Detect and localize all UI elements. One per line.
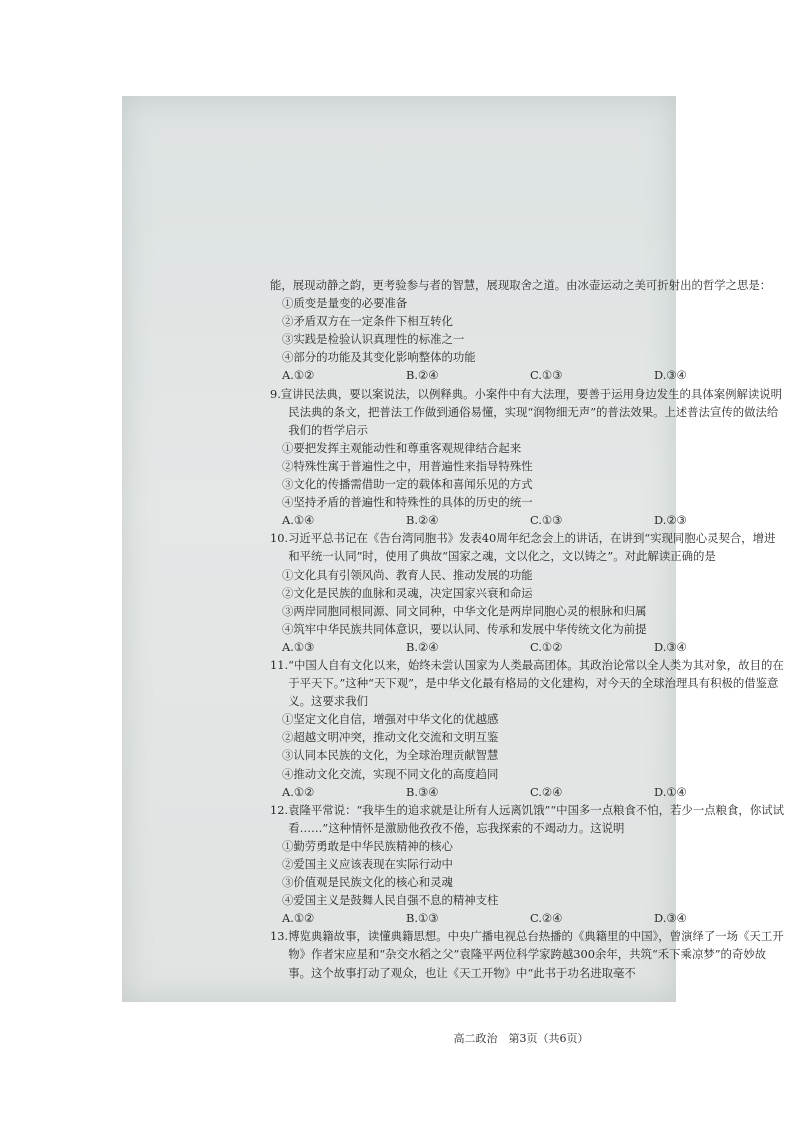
question-10: [270, 529, 786, 656]
choice: B.③④: [406, 784, 439, 799]
page-content: [270, 276, 786, 982]
choice: C.①③: [530, 513, 563, 528]
intro-text: 能，展现动静之韵，更考验参与者的智慧，展现取舍之道。由冰壶运动之美可折射出的哲学之思是：: [270, 278, 772, 292]
choice: B.②④: [406, 368, 439, 383]
option: ①质变是量变的必要准备: [282, 296, 408, 311]
choice: A.①④: [282, 513, 315, 528]
question-stem: 11.“中国人自有文化以来，始终未尝认国家为人类最高团体。其政治论常以全人类为其对象，故目的在于平天下。”这种“天下观”，是中华文化最有格局的文化建构，对今天的全球治理具有积极的借鉴意义。这要求我们: [270, 657, 784, 709]
answer-choices: [282, 909, 786, 927]
question-stem: 12.袁隆平常说：“我毕生的追求就是让所有人远离饥饿”“中国多一点粮食不怕，若少一点粮食，你试试看……”这种情怀是激励他孜孜不倦，忘我探索的不竭动力。这说明: [270, 802, 784, 835]
option: ③文化的传播需借助一定的载体和喜闻乐见的方式: [282, 477, 533, 492]
question-stem: 9.宣讲民法典，要以案说法，以例释典。小案件中有大法理，要善于运用身边发生的具体案例解读说明民法典的条文，把普法工作做到通俗易懂，实现“润物细无声”的普法效果。上述普法宣传的做法给我们的哲学启示: [270, 386, 783, 437]
option: ④坚持矛盾的普遍性和特殊性的具体的历史的统一: [282, 495, 533, 510]
choice: A.①②: [282, 911, 315, 926]
option: ④爱国主义是鼓舞人民自强不息的精神支柱: [282, 893, 499, 908]
answer-choices: [282, 366, 786, 384]
choice: C.①③: [530, 368, 563, 383]
choice: D.③④: [654, 639, 687, 654]
option: ③价值观是民族文化的核心和灵魂: [282, 875, 453, 890]
option: ②矛盾双方在一定条件下相互转化: [282, 314, 453, 329]
option: ④部分的功能及其变化影响整体的功能: [282, 350, 476, 365]
option: ②文化是民族的血脉和灵魂，决定国家兴衰和命运: [282, 585, 533, 600]
choice: B.①③: [406, 911, 439, 926]
option: ①要把发挥主观能动性和尊重客观规律结合起来: [282, 440, 522, 455]
option: ②爱国主义应该表现在实际行动中: [282, 857, 453, 871]
answer-choices: [282, 638, 786, 656]
option: ①勤劳勇敢是中华民族精神的核心: [282, 838, 453, 853]
option: ④筑牢中华民族共同体意识，要以认同、传承和发展中华传统文化为前提: [282, 621, 647, 636]
question-11: [270, 656, 786, 801]
question-9: [270, 385, 786, 530]
option: ③实践是检验认识真理性的标准之一: [282, 332, 465, 347]
answer-choices: [282, 783, 786, 801]
choice: D.①④: [654, 784, 687, 799]
question-stem: 10.习近平总书记在《告台湾同胞书》发表40周年纪念会上的讲话，在讲到“实现同胞心灵契合，增进和平统一认同”时，使用了典故“国家之魂，文以化之，文以铸之”。对此解读正确的是: [270, 531, 776, 564]
choice: B.②④: [406, 513, 439, 528]
choice: B.②④: [406, 639, 439, 654]
choice: D.③④: [654, 911, 687, 926]
option: ③两岸同胞同根同源、同文同种，中华文化是两岸同胞心灵的根脉和归属: [282, 603, 647, 618]
option: ①坚定文化自信，增强对中华文化的优越感: [282, 712, 499, 727]
choice: D.③④: [654, 368, 687, 383]
option: ②超越文明冲突，推动文化交流和文明互鉴: [282, 730, 499, 745]
question-12: [270, 801, 786, 928]
option: ③认同本民族的文化，为全球治理贡献智慧: [282, 748, 499, 763]
intro-block: [270, 276, 786, 385]
question-13: [270, 927, 786, 981]
option: ②特殊性寓于普遍性之中，用普遍性来指导特殊性: [282, 458, 533, 473]
option: ①文化具有引领风尚、教育人民、推动发展的功能: [282, 567, 533, 582]
choice: C.①②: [530, 639, 563, 654]
choice: C.②④: [530, 784, 563, 799]
choice: D.②③: [654, 513, 687, 528]
question-stem: 13.博览典籍故事，读懂典籍思想。中央广播电视总台热播的《典籍里的中国》，曾演绎了一场《天工开物》作者宋应星和“杂交水稻之父”袁隆平两位科学家跨越300余年，共筑“禾下乘凉梦”的奇妙故事。这个故事打动了观众，也让《天工开物》中“此书于功名进取毫不: [270, 929, 784, 980]
choice: A.①②: [282, 368, 315, 383]
page-footer: 高二政治 第3页（共6页）: [453, 1032, 589, 1045]
choice: A.①③: [282, 639, 315, 654]
choice: C.②④: [530, 911, 563, 926]
option: ④推动文化交流，实现不同文化的高度趋同: [282, 766, 499, 781]
scanned-page: [122, 96, 784, 1045]
choice: A.①②: [282, 784, 315, 799]
answer-choices: [282, 511, 786, 529]
